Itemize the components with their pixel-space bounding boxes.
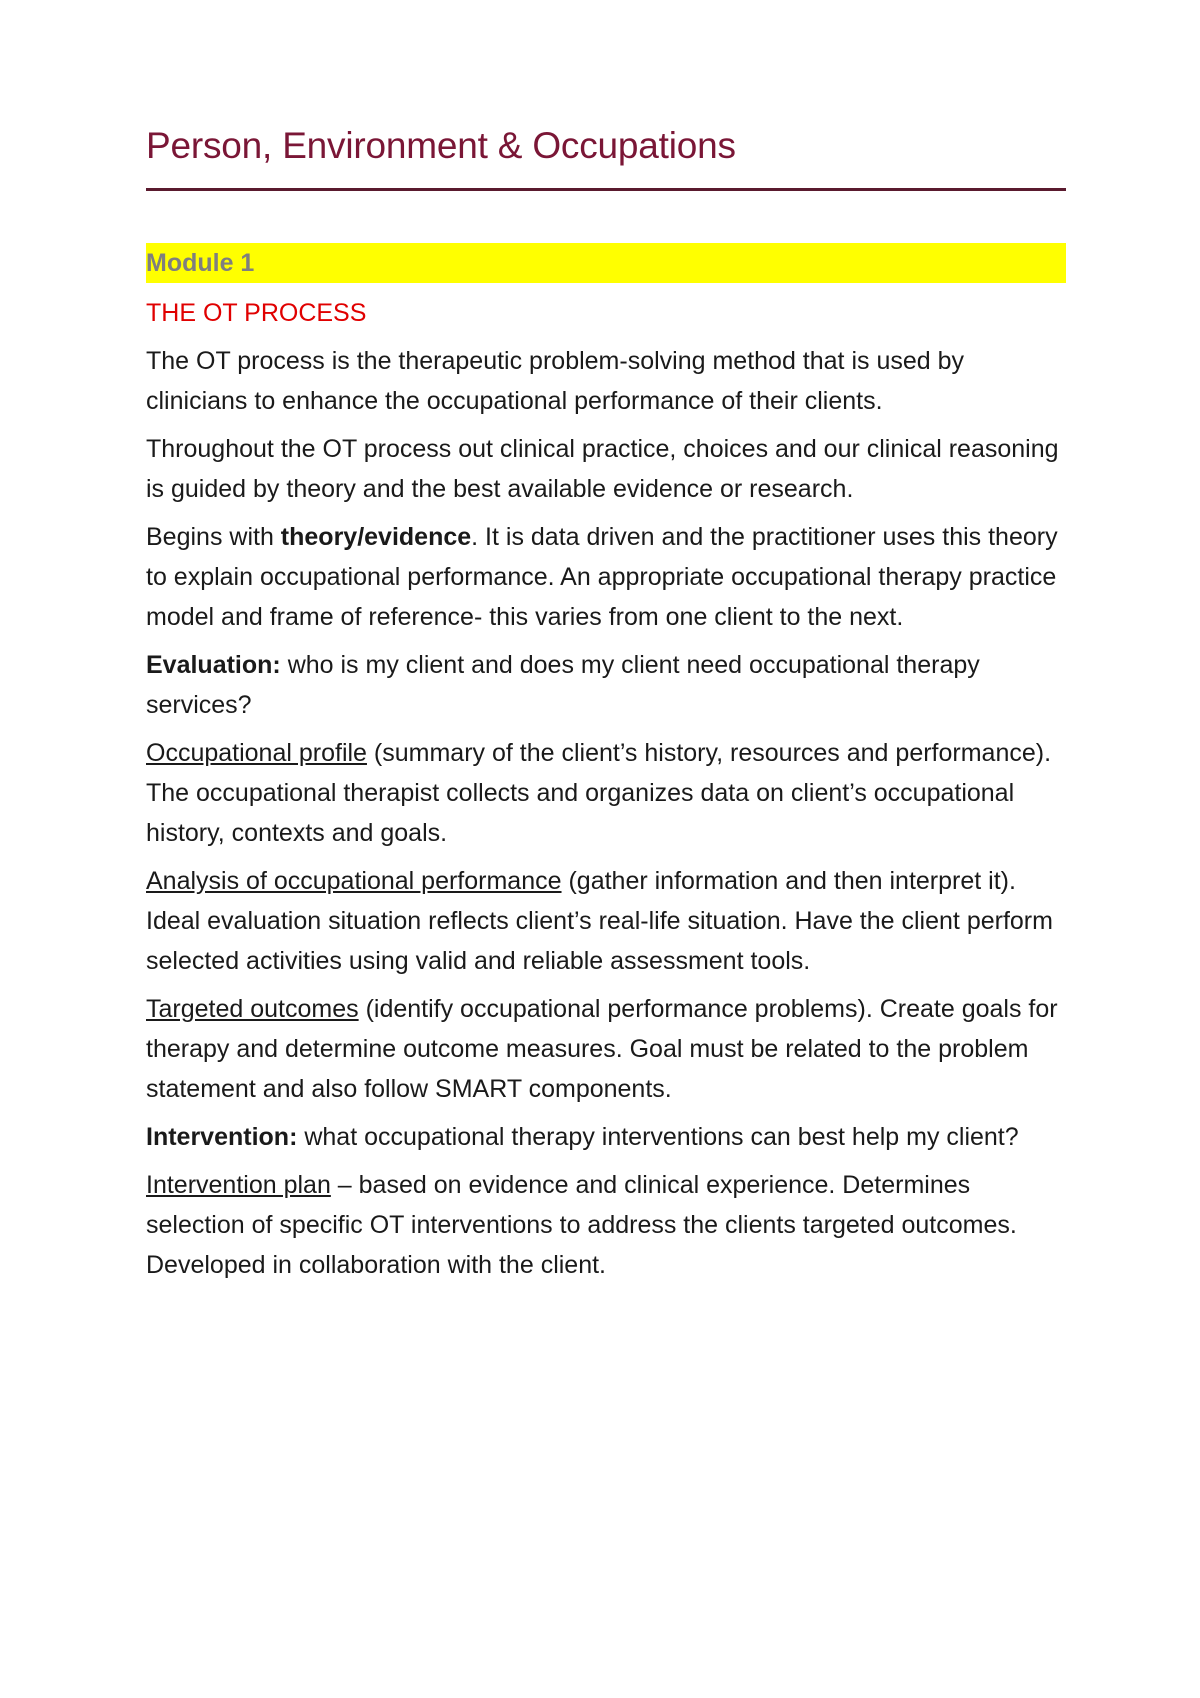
module-heading: Module 1 <box>146 243 1066 283</box>
underlined-term-targeted-outcomes: Targeted outcomes <box>146 995 359 1023</box>
bold-term-evaluation: Evaluation: <box>146 651 281 679</box>
paragraph-intervention <box>146 1117 1066 1157</box>
bold-term-theory-evidence: theory/evidence <box>280 523 472 551</box>
paragraph-body-text: (summary of the client’s history, resources and performance). The occupational therapist collects and organizes data on client’s occupational history, contexts and goals. <box>146 739 1052 847</box>
paragraph-body-text: . It is data driven and the practitioner uses this theory to explain occupational performance. An appropriate occupational therapy practice model and frame of reference- this varies from one client to the next. <box>146 523 1058 631</box>
paragraph-lead-text: Begins with <box>146 523 281 551</box>
paragraph-intervention-plan <box>146 1165 1066 1285</box>
document-title: Person, Environment & Occupations <box>146 125 736 166</box>
paragraph-ot-process-definition: The OT process is the therapeutic problem-solving method that is used by clinicians to enhance the occupational performance of their clients. <box>146 347 965 415</box>
paragraph-occupational-profile <box>146 733 1066 853</box>
paragraph-body-text: who is my client and does my client need occupational therapy services? <box>146 651 980 719</box>
section-heading: THE OT PROCESS <box>146 299 367 327</box>
paragraph-theory-evidence <box>146 517 1066 637</box>
title-divider <box>146 188 1066 191</box>
underlined-term-intervention-plan: Intervention plan <box>146 1171 331 1199</box>
paragraph-body-text: – based on evidence and clinical experience. Determines selection of specific OT interventions to address the clients targeted outcomes. Developed in collaboration with the client. <box>146 1171 1017 1279</box>
paragraph-body-text: (gather information and then interpret it). Ideal evaluation situation reflects client’s real-life situation. Have the client perform selected activities using valid and reliable assessment tools. <box>146 867 1053 975</box>
document-body <box>146 118 1066 1285</box>
paragraph-analysis-performance <box>146 861 1066 981</box>
underlined-term-analysis-performance: Analysis of occupational performance <box>146 867 562 895</box>
bold-term-intervention: Intervention: <box>146 1123 298 1151</box>
paragraph-clinical-reasoning: Throughout the OT process out clinical practice, choices and our clinical reasoning is guided by theory and the best available evidence or research. <box>146 435 1059 503</box>
paragraph-body-text: what occupational therapy interventions can best help my client? <box>297 1123 1019 1151</box>
underlined-term-occupational-profile: Occupational profile <box>146 739 367 767</box>
paragraph-evaluation <box>146 645 1066 725</box>
paragraph-targeted-outcomes <box>146 989 1066 1109</box>
paragraph-body-text: (identify occupational performance problems). Create goals for therapy and determine outcome measures. Goal must be related to the problem statement and also follow SMART components. <box>146 995 1058 1103</box>
